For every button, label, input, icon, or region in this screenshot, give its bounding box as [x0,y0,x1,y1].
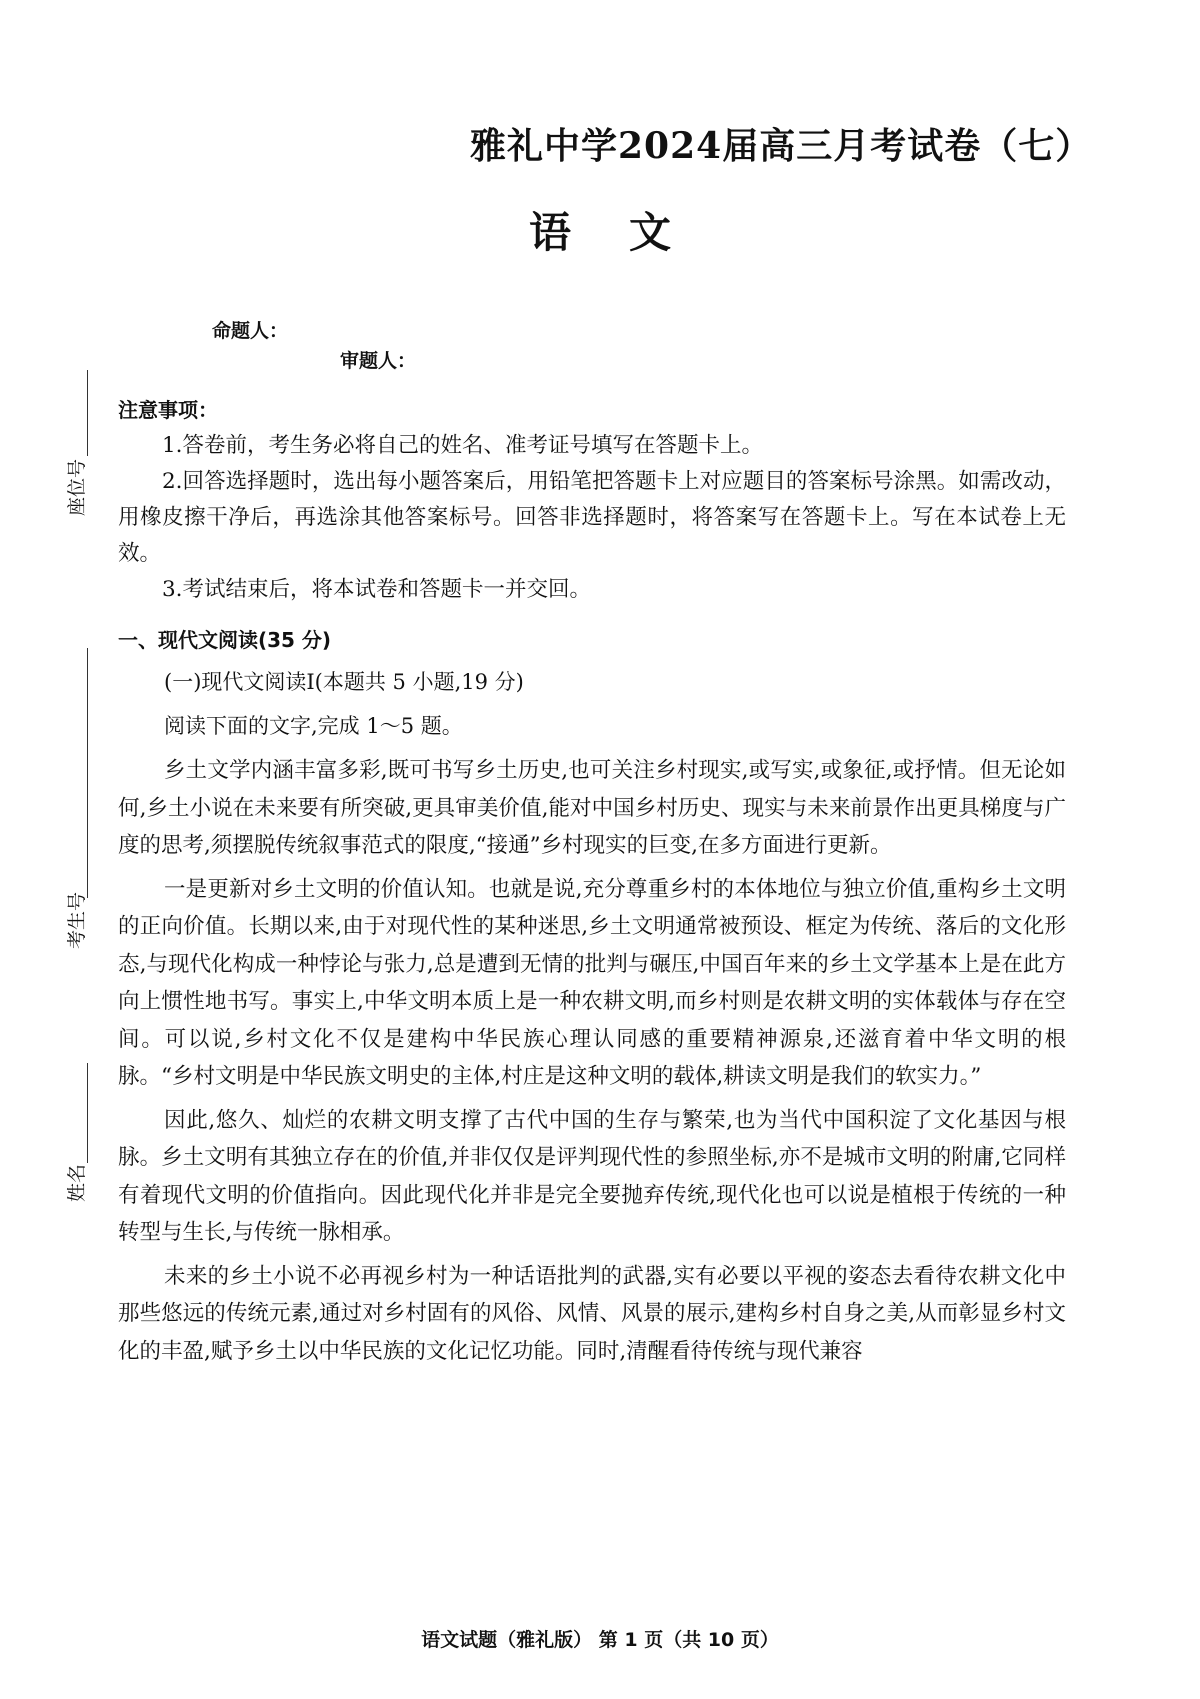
seat-number-label: 座位号 [66,458,88,516]
subsection-title: (一)现代文阅读Ⅰ(本题共 5 小题,19 分) [164,670,524,694]
reading-passage [118,752,1066,1370]
seat-number-line [87,370,88,456]
exam-content [118,392,1066,1376]
exam-number-line [87,648,88,898]
notice-title: 注意事项： [118,398,218,422]
notice-item: 1.答卷前，考生务必将自己的姓名、准考证号填写在答题卡上。 [162,433,764,458]
setter-label: 命题人： [212,320,289,342]
name-label: 姓名 [66,1163,88,1202]
notice-block [118,392,1066,608]
name-line [87,1063,88,1163]
reading-instruction: 阅读下面的文字,完成 1～5 题。 [164,714,463,738]
reviewer-label: 审题人： [340,350,417,372]
passage-paragraph: 乡土文学内涵丰富多彩,既可书写乡土历史,也可关注乡村现实,或写实,或象征,或抒情。但无论如何,乡土小说在未来要有所突破,更具审美价值,能对中国乡村历史、现实与未来前景作出更具梯度与广度的思考,须摆脱传统叙事范式的限度,“接通”乡村现实的巨变,在多方面进行更新。 [118,758,1066,858]
notice-item: 3.考试结束后，将本试卷和答题卡一并交回。 [162,577,592,602]
section-title: 一、现代文阅读(35 分) [118,628,332,652]
passage-paragraph: 因此,悠久、灿烂的农耕文明支撑了古代中国的生存与繁荣,也为当代中国积淀了文化基因与根脉。乡土文明有其独立存在的价值,并非仅仅是评判现代性的参照坐标,亦不是城市文明的附庸,它同样有着现代文明的价值指向。因此现代化并非是完全要抛弃传统,现代化也可以说是植根于传统的一种转型与生长,与传统一脉相承。 [118,1107,1066,1245]
exam-title: 雅礼中学2024届高三月考试卷（七） [470,125,1093,167]
page-footer: 语文试题（雅礼版） 第 1 页（共 10 页） [421,1629,779,1651]
passage-paragraph: 未来的乡土小说不必再视乡村为一种话语批判的武器,实有必要以平视的姿态去看待农耕文化中那些悠远的传统元素,通过对乡村固有的风俗、风情、风景的展示,建构乡村自身之美,从而彰显乡村文化的丰盈,赋予乡土以中华民族的文化记忆功能。同时,清醒看待传统与现代兼容 [118,1263,1066,1364]
notice-item: 2.回答选择题时，选出每小题答案后，用铅笔把答题卡上对应题目的答案标号涂黑。如需改动，用橡皮擦干净后，再选涂其他答案标号。回答非选择题时，将答案写在答题卡上。写在本试卷上无效。 [118,469,1066,566]
subject-heading: 语文 [528,208,729,257]
passage-paragraph: 一是更新对乡土文明的价值认知。也就是说,充分尊重乡村的本体地位与独立价值,重构乡土文明的正向价值。长期以来,由于对现代性的某种迷思,乡土文明通常被预设、框定为传统、落后的文化形态,与现代化构成一种悖论与张力,总是遭到无情的批判与碾压,中国百年来的乡土文学基本上是在此方向上惯性地书写。事实上,中华文明本质上是一种农耕文明,而乡村则是农耕文明的实体载体与存在空间。可以说,乡村文化不仅是建构中华民族心理认同感的重要精神源泉,还滋育着中华文明的根脉。“乡村文明是中华民族文明史的主体,村庄是这种文明的载体,耕读文明是我们的软实力。” [118,876,1066,1089]
exam-number-label: 考生号 [66,891,88,949]
